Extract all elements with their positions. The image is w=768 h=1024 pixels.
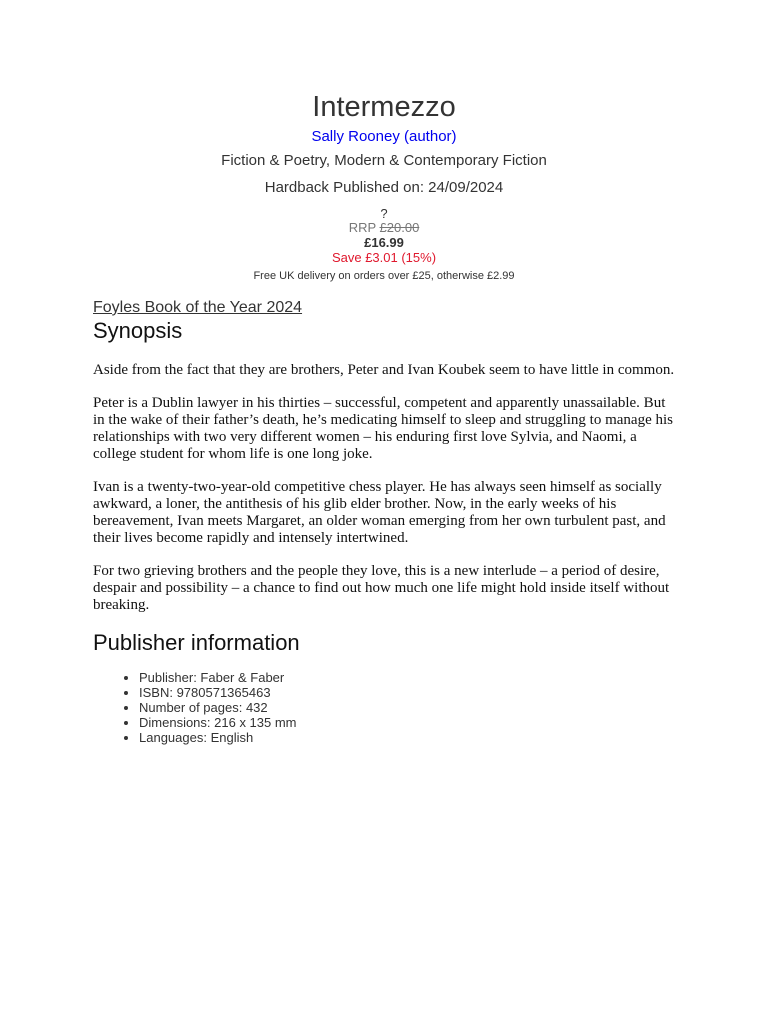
synopsis-paragraph: For two grieving brothers and the people they love, this is a new interlude – a period of desire, despair and possibility – a chance to find out how much one life might hold inside itself without breaking. xyxy=(93,563,670,613)
delivery-info: Free UK delivery on orders over £25, otherwise £2.99 xyxy=(253,270,515,282)
rrp-line xyxy=(93,221,675,235)
savings-text: Save £3.01 (15%) xyxy=(331,250,437,265)
synopsis-paragraph: Aside from the fact that they are brothers, Peter and Ivan Koubek seem to have little in common. xyxy=(93,362,675,378)
synopsis-paragraph: Peter is a Dublin lawyer in his thirties – successful, competent and apparently unassailable. But in the wake of their father’s death, he’s medicating himself to sleep and struggling to manage his relationships with two very different women – his enduring first love Sylvia, and Naomi, a college student for whom life is one long joke. xyxy=(93,395,673,462)
synopsis-body xyxy=(93,362,675,614)
product-header xyxy=(93,0,675,283)
rrp-value: £20.00 xyxy=(379,220,420,235)
publisher-info-heading: Publisher information xyxy=(93,630,300,655)
sale-price: £16.99 xyxy=(364,235,404,250)
rrp-label: RRP xyxy=(348,220,380,235)
list-item: • Publisher: Faber & Faber xyxy=(139,670,675,685)
award-link[interactable]: Foyles Book of the Year 2024 xyxy=(93,299,303,316)
book-title: Intermezzo xyxy=(312,91,456,123)
list-item: • ISBN: 9780571365463 xyxy=(139,685,675,700)
product-page xyxy=(93,0,675,745)
list-item: • Languages: English xyxy=(139,730,675,745)
publisher-info-list xyxy=(93,670,675,745)
placeholder-glyph: ? xyxy=(380,206,388,221)
synopsis-paragraph: Ivan is a twenty-two-year-old competitive chess player. He has always seen himself as socially awkward, a loner, the antithesis of his glib elder brother. Now, in the early weeks of his bereavement, Ivan meets Margaret, an older woman emerging from her own turbulent past, and their lives become rapidly and intensely intertwined. xyxy=(93,479,666,546)
author-link[interactable]: Sally Rooney (author) xyxy=(311,128,457,145)
format-publication-date: Hardback Published on: 24/09/2024 xyxy=(264,179,504,196)
list-item: • Number of pages: 432 xyxy=(139,700,675,715)
book-category: Fiction & Poetry, Modern & Contemporary Fiction xyxy=(221,152,547,169)
list-item: • Dimensions: 216 x 135 mm xyxy=(139,715,675,730)
synopsis-heading: Synopsis xyxy=(93,318,183,343)
